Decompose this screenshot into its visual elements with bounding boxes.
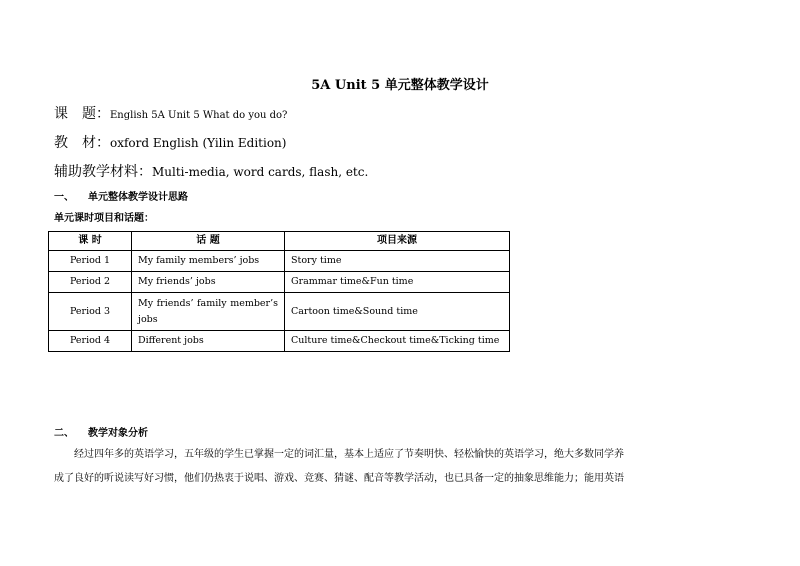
- topic-label: 课 题：: [54, 106, 110, 122]
- table-row: [49, 251, 510, 272]
- table-cell-source: Culture time&Checkout time&Ticking time: [285, 331, 510, 352]
- table-cell-topic: [132, 293, 285, 331]
- unit-periods-table: [48, 231, 510, 352]
- material-value: oxford English (Yilin Edition): [110, 136, 287, 150]
- table-cell-source: Cartoon time&Sound time: [285, 293, 510, 331]
- section-1-title: 单元整体教学设计思路: [88, 192, 188, 203]
- table-cell-period: Period 2: [49, 272, 132, 293]
- section-2-number: 二、: [54, 428, 74, 439]
- table-cell-period: Period 4: [49, 331, 132, 352]
- aux-material-value: Multi-media, word cards, flash, etc.: [152, 165, 369, 179]
- analysis-paragraph-line-1: 经过四年多的英语学习，五年级的学生已掌握一定的词汇量，基本上适应了节奏明快、轻松愉快的英语学习，绝大多数同学养: [54, 449, 624, 460]
- table-cell-source: Story time: [285, 251, 510, 272]
- aux-material-label: 辅助教学材料：: [54, 164, 152, 180]
- section-1-heading: [54, 191, 188, 205]
- header-topic: 话 题: [132, 232, 285, 251]
- table-cell-topic-text: My friends’ family member’s jobs: [138, 297, 278, 325]
- header-source: 项目来源: [285, 232, 510, 251]
- table-cell-topic: My family members’ jobs: [132, 251, 285, 272]
- table-cell-topic: My friends’ jobs: [132, 272, 285, 293]
- topic-value: English 5A Unit 5 What do you do?: [110, 110, 288, 121]
- table-cell-period: Period 3: [49, 293, 132, 331]
- header-period: 课 时: [49, 232, 132, 251]
- table-cell-period: Period 1: [49, 251, 132, 272]
- table-row: [49, 331, 510, 352]
- table-cell-source: Grammar time&Fun time: [285, 272, 510, 293]
- material-label: 教 材：: [54, 135, 110, 151]
- table-header-row: [49, 232, 510, 251]
- aux-material-line: [54, 163, 368, 182]
- section-2-title: 教学对象分析: [88, 428, 148, 439]
- document-title: 5A Unit 5 单元整体教学设计: [311, 78, 489, 93]
- table-row: [49, 272, 510, 293]
- analysis-paragraph-line-2: 成了良好的听说读写好习惯，他们仍热衷于说唱、游戏、竞赛、猜谜、配音等教学活动，也已具备一定的抽象思维能力；能用英语: [54, 473, 624, 484]
- topic-line: [54, 105, 287, 125]
- section-1-number: 一、: [54, 192, 74, 203]
- table-row: [49, 293, 510, 331]
- material-line: [54, 134, 286, 153]
- section-2-heading: [54, 427, 148, 441]
- table-cell-topic: Different jobs: [132, 331, 285, 352]
- table-caption: 单元课时项目和话题：: [54, 213, 154, 224]
